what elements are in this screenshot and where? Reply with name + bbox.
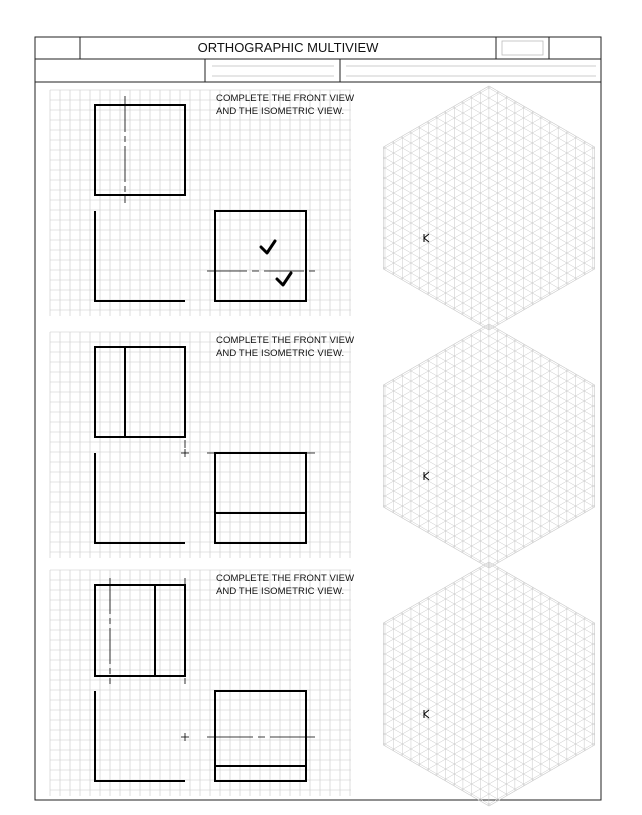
problem-1-side-view (215, 211, 306, 301)
grid-line (349, 0, 629, 19)
grid-line (349, 0, 629, 9)
instruction-line: AND THE ISOMETRIC VIEW. (216, 586, 345, 597)
instruction-line: COMPLETE THE FRONT VIEW (216, 573, 355, 584)
grid-line (349, 0, 629, 39)
grid-line (349, 0, 629, 29)
instruction-line: COMPLETE THE FRONT VIEW (216, 335, 355, 346)
isometric-grids (349, 0, 629, 815)
instruction-line: AND THE ISOMETRIC VIEW. (216, 106, 345, 117)
problem-3-side-view (215, 691, 306, 781)
problem-2-views (95, 347, 315, 543)
check-mark-icon (261, 241, 275, 253)
problem-2-instruction (216, 334, 386, 360)
instruction-line: COMPLETE THE FRONT VIEW (216, 93, 355, 104)
problem-1-instruction (216, 92, 386, 118)
instruction-line: AND THE ISOMETRIC VIEW. (216, 348, 345, 359)
grid-line (349, 0, 629, 39)
problem-3-instruction (216, 572, 386, 598)
page-title: ORTHOGRAPHIC MULTIVIEW (197, 40, 379, 55)
problem-3-views (95, 578, 315, 781)
grid-line (349, 0, 629, 19)
check-mark-icon (277, 273, 291, 285)
title-field-box[interactable] (502, 41, 543, 55)
grid-line (349, 0, 629, 9)
problem-2-side-view (215, 453, 306, 543)
grid-line (349, 0, 629, 29)
